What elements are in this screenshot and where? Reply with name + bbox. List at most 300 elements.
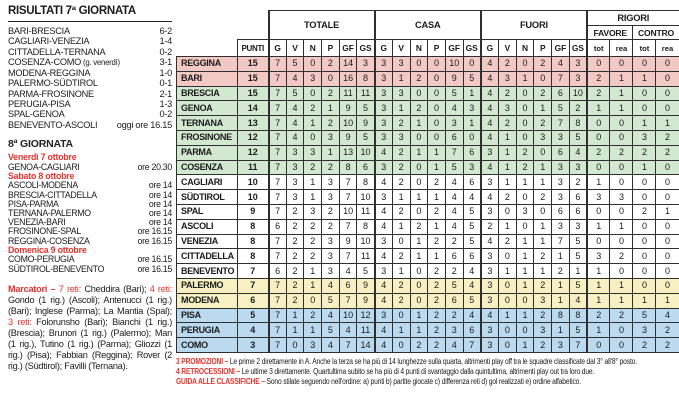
casa-stat-cell: 0 bbox=[410, 86, 428, 101]
result-match-note: (g. venerdì) bbox=[81, 57, 120, 67]
casa-stat-cell: 0 bbox=[410, 293, 428, 308]
team-name-cell: FROSINONE bbox=[177, 130, 238, 145]
rigori-column-header: tot bbox=[587, 40, 610, 57]
totale-stat-cell: 7 bbox=[339, 219, 357, 234]
casa-stat-cell: 4 bbox=[375, 219, 393, 234]
casa-stat-cell: 2 bbox=[392, 204, 410, 219]
points-cell: 11 bbox=[238, 160, 269, 175]
casa-stat-cell: 2 bbox=[410, 338, 428, 353]
fuori-stat-cell: 0 bbox=[499, 293, 517, 308]
fuori-stat-cell: 3 bbox=[552, 160, 570, 175]
totale-stat-cell: 2 bbox=[286, 234, 304, 249]
casa-stat-cell: 1 bbox=[410, 116, 428, 131]
fuori-stat-cell: 4 bbox=[481, 190, 499, 205]
casa-stat-cell: 7 bbox=[445, 145, 463, 160]
result-score: 0-2 bbox=[159, 46, 172, 57]
totale-stat-cell: 7 bbox=[269, 130, 287, 145]
fuori-stat-cell: 2 bbox=[552, 264, 570, 279]
totale-stat-cell: 3 bbox=[286, 175, 304, 190]
rigori-stat-cell: 2 bbox=[633, 145, 656, 160]
result-score: 1-3 bbox=[159, 99, 172, 110]
totale-stat-cell: 6 bbox=[339, 278, 357, 293]
fuori-stat-cell: 0 bbox=[516, 86, 534, 101]
rigori-stat-cell: 1 bbox=[610, 278, 633, 293]
fuori-stat-cell: 2 bbox=[534, 308, 552, 323]
totale-stat-cell: 7 bbox=[269, 116, 287, 131]
fuori-stat-cell: 1 bbox=[516, 249, 534, 264]
casa-stat-cell: 0 bbox=[428, 130, 446, 145]
stat-column-header: G bbox=[481, 40, 499, 57]
casa-stat-cell: 2 bbox=[392, 249, 410, 264]
result-row bbox=[8, 57, 172, 68]
points-cell: 14 bbox=[238, 101, 269, 116]
points-cell: 8 bbox=[238, 249, 269, 264]
totale-stat-cell: 10 bbox=[357, 234, 375, 249]
casa-stat-cell: 5 bbox=[463, 234, 481, 249]
rigori-stat-cell: 0 bbox=[656, 160, 679, 175]
casa-stat-cell: 5 bbox=[445, 160, 463, 175]
fuori-stat-cell: 1 bbox=[499, 160, 517, 175]
casa-stat-cell: 1 bbox=[392, 101, 410, 116]
fuori-stat-cell: 3 bbox=[552, 190, 570, 205]
fuori-stat-cell: 2 bbox=[534, 190, 552, 205]
fuori-stat-cell: 4 bbox=[481, 57, 499, 72]
fuori-stat-cell: 0 bbox=[516, 293, 534, 308]
rigori-stat-cell: 0 bbox=[610, 323, 633, 338]
totale-stat-cell: 7 bbox=[269, 293, 287, 308]
team-name-cell: VENEZIA bbox=[177, 234, 238, 249]
points-cell: 8 bbox=[238, 234, 269, 249]
totale-stat-cell: 16 bbox=[339, 71, 357, 86]
casa-stat-cell: 6 bbox=[445, 130, 463, 145]
fuori-stat-cell: 7 bbox=[552, 234, 570, 249]
rigori-stat-cell: 0 bbox=[587, 116, 610, 131]
totale-stat-cell: 7 bbox=[339, 249, 357, 264]
totale-stat-cell: 6 bbox=[269, 264, 287, 279]
casa-stat-cell: 4 bbox=[375, 249, 393, 264]
casa-stat-cell: 1 bbox=[410, 234, 428, 249]
rigori-stat-cell: 1 bbox=[633, 160, 656, 175]
totale-stat-cell: 4 bbox=[322, 308, 340, 323]
fuori-stat-cell: 7 bbox=[569, 338, 587, 353]
rigori-stat-cell: 0 bbox=[587, 234, 610, 249]
casa-stat-cell: 9 bbox=[445, 71, 463, 86]
points-cell: 5 bbox=[238, 308, 269, 323]
totale-stat-cell: 10 bbox=[339, 116, 357, 131]
fuori-stat-cell: 3 bbox=[552, 175, 570, 190]
result-match-label: CITTADELLA-TERNANA bbox=[8, 46, 106, 57]
rigori-stat-cell: 0 bbox=[610, 264, 633, 279]
header-blank-cell bbox=[177, 40, 238, 57]
casa-stat-cell: 4 bbox=[445, 219, 463, 234]
casa-stat-cell: 2 bbox=[445, 264, 463, 279]
rigori-stat-cell: 1 bbox=[633, 71, 656, 86]
casa-stat-cell: 2 bbox=[392, 175, 410, 190]
fixture-time: ore 14 bbox=[148, 198, 172, 209]
rigori-stat-cell: 0 bbox=[656, 86, 679, 101]
fixture-date-row: Venerdì 7 ottobre bbox=[8, 151, 77, 162]
footnotes bbox=[176, 357, 679, 387]
result-row bbox=[8, 68, 172, 78]
totale-stat-cell: 9 bbox=[357, 116, 375, 131]
fuori-stat-cell: 2 bbox=[516, 160, 534, 175]
rigori-stat-cell: 2 bbox=[610, 145, 633, 160]
totale-stat-cell: 7 bbox=[269, 308, 287, 323]
rigori-stat-cell: 0 bbox=[610, 57, 633, 72]
standings-row bbox=[177, 293, 679, 308]
rigori-stat-cell: 2 bbox=[610, 308, 633, 323]
totale-stat-cell: 9 bbox=[339, 130, 357, 145]
standings-row bbox=[177, 116, 679, 131]
rigori-stat-cell: 2 bbox=[656, 338, 679, 353]
rigori-stat-cell: 0 bbox=[633, 264, 656, 279]
fixture-time: ore 14 bbox=[148, 217, 172, 228]
casa-stat-cell: 3 bbox=[445, 116, 463, 131]
fuori-stat-cell: 2 bbox=[569, 101, 587, 116]
team-name-cell: MODENA bbox=[177, 293, 238, 308]
team-name-cell: BENEVENTO bbox=[177, 264, 238, 279]
rigori-stat-cell: 2 bbox=[587, 86, 610, 101]
casa-stat-cell: 1 bbox=[392, 219, 410, 234]
fuori-stat-cell: 3 bbox=[534, 293, 552, 308]
fuori-stat-cell: 4 bbox=[481, 71, 499, 86]
fuori-stat-cell: 4 bbox=[481, 130, 499, 145]
fuori-stat-cell: 5 bbox=[569, 130, 587, 145]
fuori-stat-cell: 1 bbox=[552, 323, 570, 338]
team-name-cell: BARI bbox=[177, 71, 238, 86]
points-cell: 12 bbox=[238, 130, 269, 145]
fuori-stat-cell: 4 bbox=[481, 234, 499, 249]
team-name-cell: ASCOLI bbox=[177, 219, 238, 234]
casa-stat-cell: 2 bbox=[428, 338, 446, 353]
casa-stat-cell: 5 bbox=[463, 204, 481, 219]
result-row bbox=[8, 47, 172, 57]
totale-stat-cell: 10 bbox=[339, 308, 357, 323]
totale-stat-cell: 2 bbox=[286, 293, 304, 308]
totale-stat-cell: 7 bbox=[269, 86, 287, 101]
totale-stat-cell: 2 bbox=[286, 219, 304, 234]
totale-stat-cell: 7 bbox=[269, 234, 287, 249]
totale-stat-cell: 2 bbox=[304, 101, 322, 116]
casa-stat-cell: 0 bbox=[463, 130, 481, 145]
casa-stat-cell: 2 bbox=[445, 308, 463, 323]
table-group-header-row bbox=[177, 11, 679, 26]
fuori-stat-cell: 3 bbox=[481, 278, 499, 293]
rigori-stat-cell: 0 bbox=[610, 175, 633, 190]
stat-column-header: P bbox=[534, 40, 552, 57]
fuori-stat-cell: 0 bbox=[499, 338, 517, 353]
fixture-match-label: GENOA-CAGLIARI bbox=[8, 161, 80, 172]
fuori-stat-cell: 1 bbox=[569, 264, 587, 279]
casa-stat-cell: 1 bbox=[410, 249, 428, 264]
fuori-stat-cell: 4 bbox=[481, 101, 499, 116]
totale-stat-cell: 10 bbox=[339, 204, 357, 219]
totale-stat-cell: 0 bbox=[286, 338, 304, 353]
result-score: 0-1 bbox=[159, 78, 172, 89]
rigori-stat-cell: 0 bbox=[656, 190, 679, 205]
totale-stat-cell: 8 bbox=[339, 160, 357, 175]
standings-table bbox=[176, 10, 679, 353]
points-cell: 3 bbox=[238, 338, 269, 353]
stat-column-header: GS bbox=[357, 40, 375, 57]
totale-stat-cell: 9 bbox=[357, 278, 375, 293]
totale-stat-cell: 7 bbox=[269, 190, 287, 205]
fuori-stat-cell: 3 bbox=[481, 338, 499, 353]
fuori-stat-cell: 3 bbox=[481, 264, 499, 279]
totale-stat-cell: 2 bbox=[304, 160, 322, 175]
totale-stat-cell: 3 bbox=[322, 249, 340, 264]
casa-stat-cell: 5 bbox=[463, 71, 481, 86]
casa-stat-cell: 1 bbox=[463, 116, 481, 131]
rigori-stat-cell: 2 bbox=[656, 323, 679, 338]
casa-stat-cell: 0 bbox=[410, 160, 428, 175]
totale-stat-cell: 4 bbox=[286, 101, 304, 116]
casa-stat-cell: 3 bbox=[392, 57, 410, 72]
fuori-stat-cell: 0 bbox=[516, 219, 534, 234]
fuori-stat-cell: 0 bbox=[534, 204, 552, 219]
casa-stat-cell: 0 bbox=[428, 71, 446, 86]
fuori-stat-cell: 5 bbox=[569, 249, 587, 264]
standings-row bbox=[177, 323, 679, 338]
standings-row bbox=[177, 175, 679, 190]
totale-stat-cell: 8 bbox=[357, 219, 375, 234]
stat-column-header: GS bbox=[569, 40, 587, 57]
fuori-stat-cell: 2 bbox=[481, 219, 499, 234]
fuori-stat-cell: 4 bbox=[481, 86, 499, 101]
fuori-stat-cell: 3 bbox=[499, 71, 517, 86]
totale-stat-cell: 5 bbox=[286, 57, 304, 72]
totale-stat-cell: 1 bbox=[304, 323, 322, 338]
casa-stat-cell: 3 bbox=[375, 160, 393, 175]
fuori-stat-cell: 4 bbox=[569, 293, 587, 308]
fuori-stat-cell: 2 bbox=[534, 86, 552, 101]
rigori-stat-cell: 0 bbox=[633, 101, 656, 116]
scorers-paragraph bbox=[8, 284, 172, 372]
fuori-stat-cell: 1 bbox=[516, 175, 534, 190]
scorers-segment: 4 reti: bbox=[149, 283, 173, 294]
totale-stat-cell: 10 bbox=[357, 190, 375, 205]
points-cell: 10 bbox=[238, 190, 269, 205]
casa-stat-cell: 10 bbox=[445, 57, 463, 72]
casa-stat-cell: 3 bbox=[375, 234, 393, 249]
totale-stat-cell: 1 bbox=[304, 175, 322, 190]
fuori-stat-cell: 4 bbox=[569, 145, 587, 160]
footnote-lead: 3 PROMOZIONI – bbox=[176, 357, 230, 366]
totale-stat-cell: 2 bbox=[322, 57, 340, 72]
fuori-stat-cell: 2 bbox=[569, 175, 587, 190]
fuori-stat-cell: 2 bbox=[534, 249, 552, 264]
casa-stat-cell: 1 bbox=[428, 249, 446, 264]
casa-stat-cell: 4 bbox=[445, 338, 463, 353]
casa-stat-cell: 4 bbox=[375, 293, 393, 308]
rigori-stat-cell: 1 bbox=[656, 116, 679, 131]
fuori-stat-cell: 2 bbox=[499, 234, 517, 249]
standings-row bbox=[177, 338, 679, 353]
casa-stat-cell: 1 bbox=[410, 308, 428, 323]
totale-stat-cell: 2 bbox=[304, 249, 322, 264]
points-cell: 9 bbox=[238, 204, 269, 219]
casa-stat-cell: 1 bbox=[428, 160, 446, 175]
totale-stat-cell: 3 bbox=[322, 234, 340, 249]
totale-stat-cell: 7 bbox=[269, 57, 287, 72]
fuori-stat-cell: 0 bbox=[516, 130, 534, 145]
totale-stat-cell: 3 bbox=[286, 145, 304, 160]
casa-stat-cell: 4 bbox=[445, 101, 463, 116]
rigori-stat-cell: 1 bbox=[587, 175, 610, 190]
fuori-stat-cell: 2 bbox=[534, 338, 552, 353]
totale-stat-cell: 5 bbox=[286, 86, 304, 101]
fixture-match-label: VENEZIA-BARI bbox=[8, 217, 66, 228]
rigori-stat-cell: 1 bbox=[587, 101, 610, 116]
totale-stat-cell: 12 bbox=[357, 308, 375, 323]
totale-stat-cell: 1 bbox=[304, 264, 322, 279]
fuori-stat-cell: 4 bbox=[552, 57, 570, 72]
totale-stat-cell: 2 bbox=[286, 204, 304, 219]
totale-stat-cell: 2 bbox=[322, 160, 340, 175]
totale-stat-cell: 4 bbox=[322, 278, 340, 293]
result-score: 2-1 bbox=[159, 88, 172, 99]
totale-stat-cell: 1 bbox=[304, 278, 322, 293]
casa-stat-cell: 0 bbox=[410, 204, 428, 219]
fixture-date-row: Sabato 8 ottobre bbox=[8, 170, 75, 181]
fixture-time: ore 16.15 bbox=[137, 254, 172, 265]
rigori-stat-cell: 0 bbox=[656, 175, 679, 190]
result-score: 3-1 bbox=[159, 56, 172, 67]
rigori-stat-cell: 2 bbox=[587, 71, 610, 86]
fuori-stat-cell: 3 bbox=[481, 293, 499, 308]
rigori-stat-cell: 1 bbox=[610, 101, 633, 116]
casa-stat-cell: 7 bbox=[463, 338, 481, 353]
fuori-stat-cell: 1 bbox=[534, 101, 552, 116]
points-cell: 15 bbox=[238, 86, 269, 101]
casa-stat-cell: 6 bbox=[463, 249, 481, 264]
fuori-stat-cell: 2 bbox=[499, 57, 517, 72]
fuori-stat-cell: 3 bbox=[534, 323, 552, 338]
fixture-match-label: TERNANA-PALERMO bbox=[8, 207, 91, 218]
points-cell: 7 bbox=[238, 264, 269, 279]
rigori-stat-cell: 1 bbox=[587, 323, 610, 338]
rigori-stat-cell: 3 bbox=[633, 323, 656, 338]
rigori-stat-cell: 3 bbox=[587, 190, 610, 205]
subgroup-header-favore: FAVORE bbox=[587, 26, 633, 40]
scorers-segment: 3 reti: bbox=[8, 316, 37, 327]
stat-column-header: N bbox=[304, 40, 322, 57]
totale-stat-cell: 7 bbox=[269, 175, 287, 190]
casa-stat-cell: 3 bbox=[392, 130, 410, 145]
fuori-stat-cell: 1 bbox=[516, 278, 534, 293]
stat-column-header: GF bbox=[552, 40, 570, 57]
stat-column-header: N bbox=[516, 40, 534, 57]
scorers-segment: Cheddira (Bari); bbox=[84, 283, 150, 294]
rigori-stat-cell: 0 bbox=[656, 249, 679, 264]
casa-stat-cell: 2 bbox=[392, 116, 410, 131]
result-match-label: MODENA-REGGINA bbox=[8, 68, 91, 79]
casa-stat-cell: 6 bbox=[463, 145, 481, 160]
fixture-time: ore 14 bbox=[148, 207, 172, 218]
casa-stat-cell: 3 bbox=[463, 101, 481, 116]
fuori-stat-cell: 1 bbox=[516, 338, 534, 353]
standings-row bbox=[177, 249, 679, 264]
totale-stat-cell: 9 bbox=[357, 293, 375, 308]
totale-stat-cell: 3 bbox=[322, 130, 340, 145]
rigori-stat-cell: 1 bbox=[610, 219, 633, 234]
casa-stat-cell: 4 bbox=[445, 175, 463, 190]
result-row bbox=[8, 36, 172, 46]
casa-stat-cell: 1 bbox=[463, 86, 481, 101]
casa-stat-cell: 2 bbox=[428, 308, 446, 323]
totale-stat-cell: 9 bbox=[339, 234, 357, 249]
fuori-stat-cell: 10 bbox=[569, 86, 587, 101]
fixture-time: ore 16.15 bbox=[137, 226, 172, 237]
fuori-stat-cell: 7 bbox=[552, 71, 570, 86]
totale-stat-cell: 5 bbox=[357, 264, 375, 279]
result-match-label: SPAL-GENOA bbox=[8, 109, 65, 120]
fixture-row bbox=[8, 265, 172, 274]
points-cell: 4 bbox=[238, 323, 269, 338]
points-cell: 15 bbox=[238, 57, 269, 72]
totale-stat-cell: 11 bbox=[357, 204, 375, 219]
scorers-segment: Gondo (1 rig.) (Ascoli); Antenucci (1 rig.) (Bari); Inglese (Parma); La Mantia (Spal); bbox=[8, 294, 172, 316]
standings-row bbox=[177, 101, 679, 116]
rigori-stat-cell: 2 bbox=[587, 145, 610, 160]
casa-stat-cell: 3 bbox=[392, 86, 410, 101]
fuori-stat-cell: 1 bbox=[499, 130, 517, 145]
rigori-stat-cell: 0 bbox=[656, 219, 679, 234]
casa-stat-cell: 5 bbox=[463, 293, 481, 308]
fuori-stat-cell: 0 bbox=[499, 204, 517, 219]
fuori-stat-cell: 3 bbox=[481, 204, 499, 219]
stat-column-header: GS bbox=[463, 40, 481, 57]
fuori-stat-cell: 8 bbox=[569, 116, 587, 131]
rigori-stat-cell: 0 bbox=[633, 234, 656, 249]
team-name-cell: PARMA bbox=[177, 145, 238, 160]
totale-stat-cell: 14 bbox=[339, 57, 357, 72]
rigori-stat-cell: 1 bbox=[656, 204, 679, 219]
result-score: oggi ore 16.15 bbox=[116, 119, 172, 130]
casa-stat-cell: 4 bbox=[463, 264, 481, 279]
rigori-stat-cell: 0 bbox=[633, 278, 656, 293]
totale-stat-cell: 14 bbox=[357, 338, 375, 353]
totale-stat-cell: 9 bbox=[339, 101, 357, 116]
rigori-stat-cell: 1 bbox=[610, 71, 633, 86]
casa-stat-cell: 3 bbox=[375, 101, 393, 116]
totale-stat-cell: 3 bbox=[304, 71, 322, 86]
totale-stat-cell: 2 bbox=[322, 219, 340, 234]
totale-stat-cell: 4 bbox=[339, 264, 357, 279]
fuori-stat-cell: 0 bbox=[534, 145, 552, 160]
result-row bbox=[8, 78, 172, 88]
totale-stat-cell: 1 bbox=[322, 145, 340, 160]
totale-stat-cell: 7 bbox=[269, 101, 287, 116]
fuori-stat-cell: 1 bbox=[499, 308, 517, 323]
rigori-stat-cell: 0 bbox=[633, 175, 656, 190]
rigori-stat-cell: 3 bbox=[633, 130, 656, 145]
fuori-stat-cell: 8 bbox=[552, 308, 570, 323]
rigori-stat-cell: 1 bbox=[587, 219, 610, 234]
totale-stat-cell: 2 bbox=[304, 308, 322, 323]
rigori-stat-cell: 0 bbox=[633, 219, 656, 234]
team-name-cell: COMO bbox=[177, 338, 238, 353]
fuori-stat-cell: 3 bbox=[481, 145, 499, 160]
rigori-column-header: rea bbox=[656, 40, 679, 57]
points-cell: 12 bbox=[238, 145, 269, 160]
fixture-match-label: SÜDTIROL-BENEVENTO bbox=[8, 263, 105, 274]
fuori-stat-cell: 0 bbox=[516, 190, 534, 205]
rigori-column-header: rea bbox=[610, 40, 633, 57]
casa-stat-cell: 4 bbox=[463, 308, 481, 323]
standings-row bbox=[177, 264, 679, 279]
fixture-match-label: ASCOLI-MODENA bbox=[8, 180, 78, 191]
